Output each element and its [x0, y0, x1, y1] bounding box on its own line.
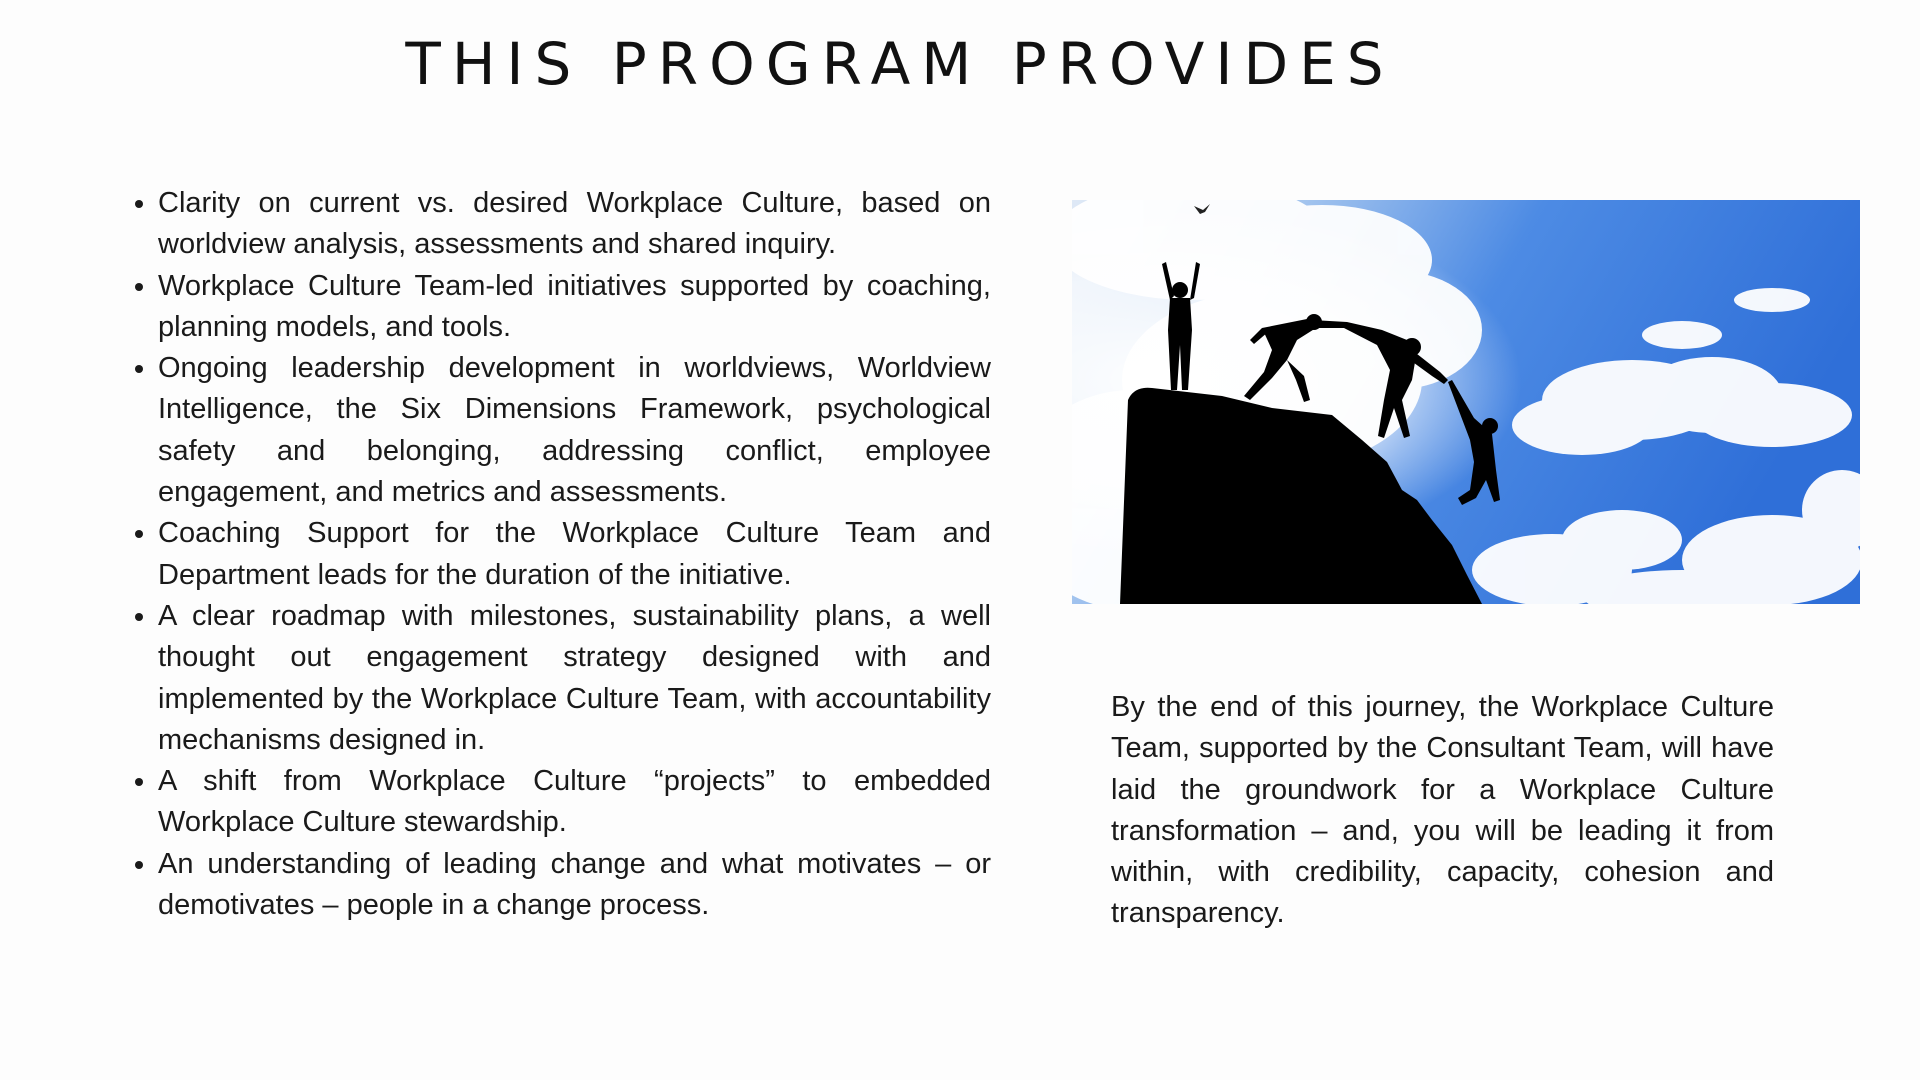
- teamwork-climbing-photo: [1072, 200, 1860, 604]
- benefits-list: [132, 183, 991, 926]
- list-item: • Ongoing leadership development in worldviews, Worldview Intelligence, the Six Dimensions Framework, psychological safety and belonging, addressing conflict, employee engagement, and metrics and assessments.: [158, 348, 991, 513]
- list-item: • An understanding of leading change and what motivates – or demotivates – people in a change process.: [158, 844, 991, 927]
- list-item: • Workplace Culture Team-led initiatives supported by coaching, planning models, and tools.: [158, 266, 991, 349]
- list-item: • A shift from Workplace Culture “projects” to embedded Workplace Culture stewardship.: [158, 761, 991, 844]
- list-item: • A clear roadmap with milestones, sustainability plans, a well thought out engagement strategy designed with and implemented by the Workplace Culture Team, with accountability mechanisms designed in.: [158, 596, 991, 761]
- list-item: • Coaching Support for the Workplace Culture Team and Department leads for the duration of the initiative.: [158, 513, 991, 596]
- mountain-climbers-illustration: [1072, 200, 1860, 604]
- slide-title: THIS PROGRAM PROVIDES: [405, 30, 1395, 98]
- list-item: • Clarity on current vs. desired Workplace Culture, based on worldview analysis, assessments and shared inquiry.: [158, 183, 991, 266]
- summary-paragraph: By the end of this journey, the Workplace Culture Team, supported by the Consultant Team, will have laid the groundwork for a Workplace Culture transformation – and, you will be leading it from within, with credibility, capacity, cohesion and transparency.: [1111, 691, 1774, 930]
